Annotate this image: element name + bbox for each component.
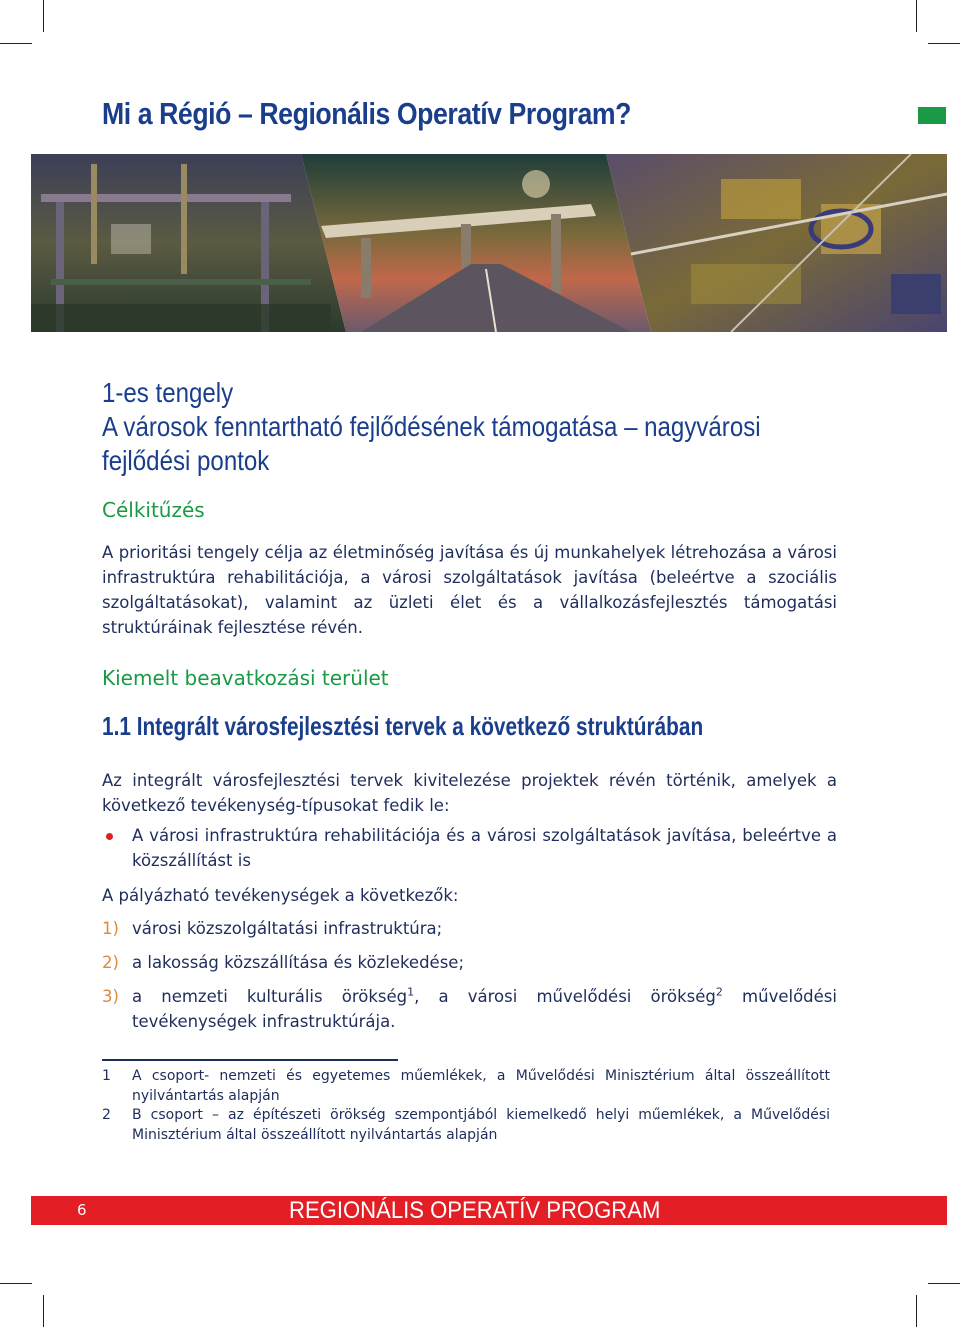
axis-title-line: A városok fenntartható fejlődésének támogatása – nagyvárosi (102, 411, 761, 442)
objective-heading: Célkitűzés (102, 498, 205, 522)
crop-mark (0, 1283, 32, 1284)
bullet-dot (106, 833, 113, 840)
footnote-divider (102, 1059, 398, 1061)
list-item (102, 984, 837, 1034)
footnote-text: A csoport- nemzeti és egyetemes műemlékek, a Művelődési Minisztérium által összeállított nyilvántartás alapján (132, 1068, 830, 1104)
photo-collage (31, 154, 947, 332)
crop-mark (916, 1295, 917, 1327)
crop-mark (916, 0, 917, 32)
photo-bridge (301, 154, 651, 332)
objective-text: A prioritási tengely célja az életminőség javítása és új munkahelyek létrehozása a városi infrastruktúra rehabilitációja, a városi szolgáltatások javítása (beleértve a szociális szolgáltatásokat), valamint az üzleti élet és a vállalkozásfejlesztés támogatási struktúráinak fejlesztése révén. (102, 543, 837, 637)
priority-subheading: 1.1 Integrált városfejlesztési tervek a következő struktúrában (102, 711, 704, 741)
axis-title-line: 1-es tengely (102, 377, 234, 408)
list-item-text: a lakosság közszállítása és közlekedése; (132, 953, 465, 972)
list-item-number: 1) (102, 919, 119, 938)
bullet-text: A városi infrastruktúra rehabilitációja és a városi szolgáltatások javítása, beleértve a közszállítást is (132, 826, 837, 870)
list-item-text (132, 984, 837, 1034)
list-item-text-part: a nemzeti kulturális örökség (132, 987, 408, 1006)
photo-port (31, 154, 346, 332)
page-title: Mi a Régió – Regionális Operatív Program? (102, 96, 632, 131)
green-marker (918, 107, 946, 124)
footnote-ref[interactable]: 2 (715, 985, 723, 999)
footnote-ref[interactable]: 1 (407, 985, 415, 999)
axis-title (102, 376, 876, 478)
priority-heading: Kiemelt beavatkozási terület (102, 666, 389, 690)
footnote-text: B csoport – az építészeti örökség szempontjából kiemelkedő helyi műemlékek, a Művelődési Minisztérium által összeállított nyilvántartás alapján (132, 1107, 830, 1143)
priority-intro: Az integrált városfejlesztési tervek kivitelezése projektek révén történik, amelyek a következő tevékenység-típusokat fedik le: (102, 771, 837, 815)
bullet-item (102, 823, 837, 873)
footnote (102, 1105, 830, 1145)
page-number: 6 (77, 1201, 87, 1219)
list-item-number: 2) (102, 953, 119, 972)
eligible-intro: A pályázható tevékenységek a következők: (102, 886, 459, 905)
footer-bar (31, 1196, 947, 1225)
list-item-text-part: művelődési tevékenységek infrastruktúrája. (132, 987, 837, 1031)
crop-mark (0, 43, 32, 44)
crop-mark (43, 0, 44, 32)
footnote-number: 2 (102, 1107, 111, 1123)
list-item-number: 3) (102, 987, 119, 1006)
crop-mark (928, 43, 960, 44)
crop-mark (43, 1295, 44, 1327)
list-item-text-part: , a városi művelődési örökség (414, 987, 716, 1006)
crop-mark (928, 1283, 960, 1284)
photo-aerial (606, 154, 947, 332)
footer-title: REGIONÁLIS OPERATÍV PROGRAM (289, 1197, 661, 1224)
axis-title-line: fejlődési pontok (102, 445, 270, 476)
footnote (102, 1066, 830, 1106)
list-item (102, 916, 837, 941)
list-item-text: városi közszolgáltatási infrastruktúra; (132, 919, 443, 938)
footnote-number: 1 (102, 1068, 111, 1084)
list-item (102, 950, 837, 975)
